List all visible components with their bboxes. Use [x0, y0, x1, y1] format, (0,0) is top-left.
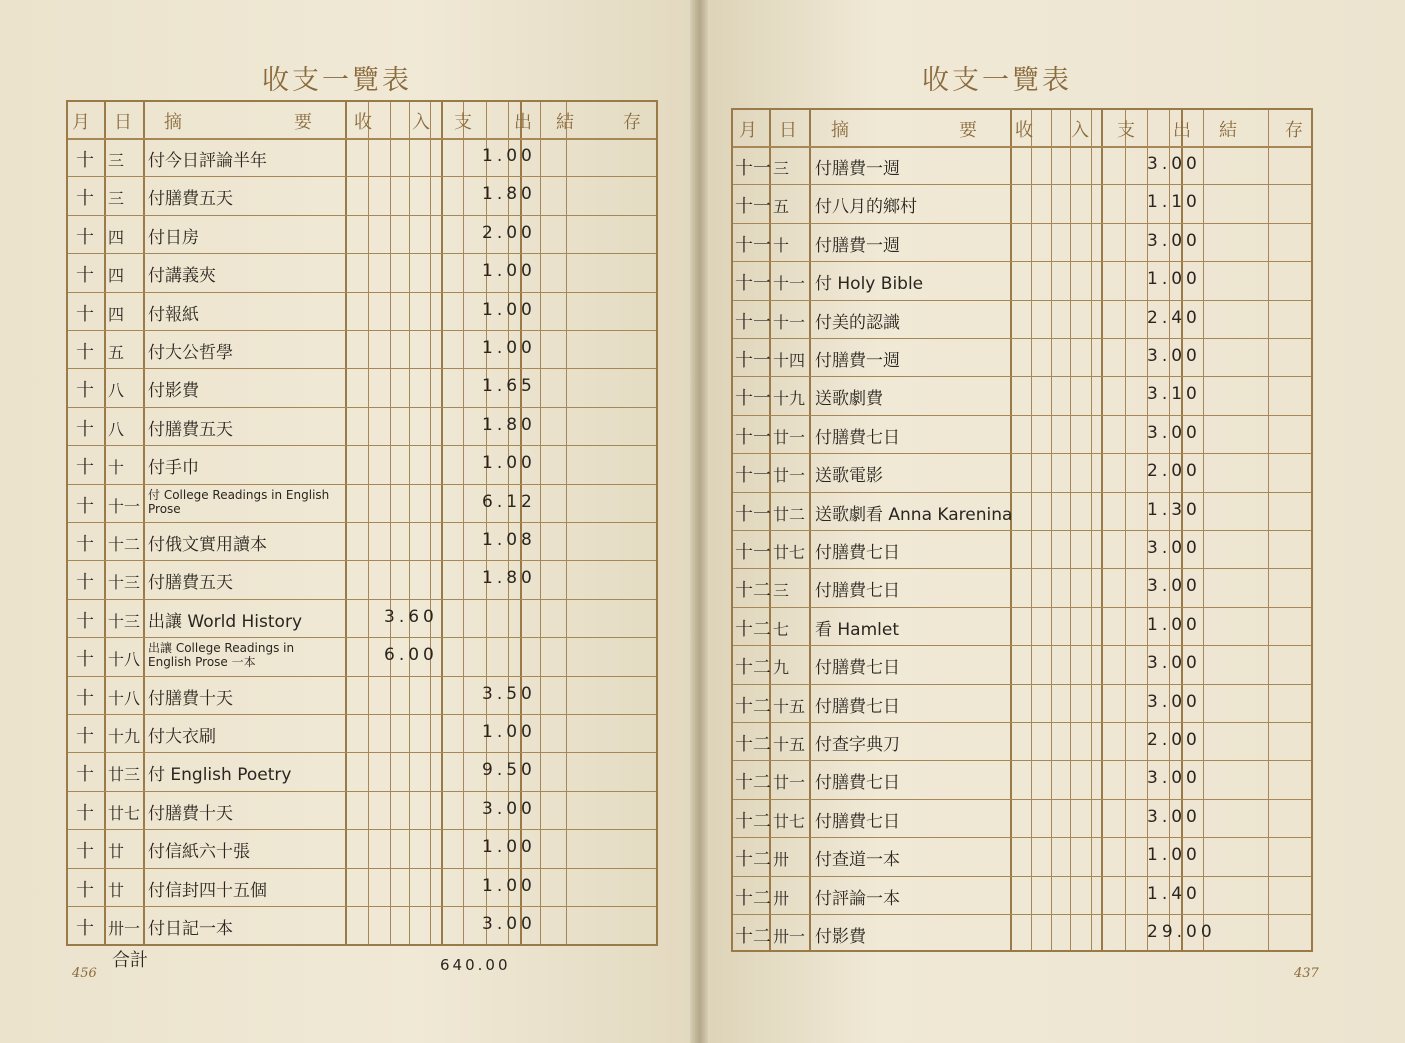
- entry-description: 付膳費五天: [148, 419, 233, 440]
- entry-day: 十九: [108, 727, 141, 746]
- ledger-header-rule: [733, 146, 1311, 148]
- entry-day: 卅一: [773, 927, 806, 946]
- ledger-row-rule: [733, 568, 1311, 569]
- entry-description: 付影費: [148, 381, 199, 402]
- entry-expense: 1.00: [482, 261, 536, 282]
- entry-day: 八: [108, 419, 125, 439]
- left-ledger-table: [66, 100, 658, 946]
- entry-expense: 3.00: [1147, 538, 1201, 558]
- column-header-out-a: 支: [454, 112, 472, 133]
- entry-month: 十: [76, 572, 94, 594]
- entry-day: 三: [773, 159, 790, 178]
- column-header-in-a: 收: [354, 112, 372, 133]
- entry-month: 十: [76, 610, 94, 632]
- entry-day: 十三: [108, 611, 141, 631]
- entry-income: 3.60: [384, 606, 438, 627]
- entry-month: 十: [76, 342, 94, 363]
- entry-day: 十三: [108, 573, 141, 593]
- entry-expense: 1.40: [1147, 883, 1201, 904]
- ledger-row-rule: [733, 799, 1311, 800]
- column-header-bal-b: 存: [1285, 120, 1303, 141]
- entry-month: 十一: [735, 388, 771, 410]
- entry-day: 十二: [108, 535, 141, 554]
- column-header-month: 月: [739, 120, 757, 141]
- ledger-header-rule: [68, 138, 656, 140]
- column-header-bal-a: 結: [1219, 120, 1237, 141]
- entry-month: 十: [76, 649, 94, 671]
- entry-day: 卅: [773, 850, 790, 870]
- column-header-out-b: 出: [514, 112, 532, 133]
- entry-day: 廿: [108, 880, 125, 900]
- ledger-row-rule: [733, 338, 1311, 339]
- column-header-bal-a: 結: [556, 112, 574, 133]
- entry-day: 廿三: [108, 765, 141, 785]
- ledger-column-rule: [143, 102, 145, 944]
- left-page-title: 收支一覽表: [262, 65, 412, 96]
- entry-expense: 1.00: [482, 453, 536, 474]
- entry-description: 付影費: [815, 927, 866, 947]
- entry-day: 十八: [108, 688, 141, 708]
- entry-description: 付評論一本: [815, 888, 900, 909]
- ledger-row-rule: [733, 684, 1311, 685]
- entry-description: 付報紙: [148, 304, 199, 325]
- entry-day: 十五: [773, 735, 806, 754]
- ledger-row-rule: [68, 599, 656, 600]
- entry-day: 廿七: [773, 543, 806, 562]
- entry-description: 付膳費七日: [815, 811, 900, 832]
- ledger-row-rule: [733, 415, 1311, 416]
- ledger-row-rule: [68, 714, 656, 715]
- entry-expense: 2.00: [482, 222, 536, 243]
- book-gutter: [690, 0, 708, 1043]
- column-header-out-a: 支: [1117, 120, 1135, 141]
- entry-month: 十: [76, 265, 94, 287]
- entry-month: 十: [76, 687, 94, 709]
- entry-day: 廿一: [773, 773, 806, 793]
- entry-expense: 3.00: [1147, 806, 1201, 827]
- entry-description: 付信封四十五個: [148, 880, 267, 901]
- entry-month: 十: [76, 303, 94, 325]
- entry-expense: 3.50: [482, 683, 536, 704]
- entry-expense: 3.00: [1147, 230, 1201, 251]
- entry-day: 卅: [773, 888, 790, 908]
- entry-expense: 29.00: [1147, 922, 1216, 942]
- entry-description: 付大公哲學: [148, 343, 233, 363]
- entry-day: 十: [773, 235, 790, 255]
- entry-description: 付膳費七日: [815, 427, 900, 448]
- total-label: 合計: [112, 950, 148, 971]
- ledger-row-rule: [68, 368, 656, 369]
- entry-month: 十一: [735, 503, 771, 525]
- ledger-column-rule: [390, 102, 391, 944]
- entry-description: 付日房: [148, 227, 199, 248]
- ledger-row-rule: [68, 484, 656, 485]
- entry-description: 付八月的鄉村: [815, 197, 917, 218]
- ledger-row-rule: [68, 253, 656, 254]
- ledger-column-rule: [463, 102, 464, 944]
- ledger-row-rule: [733, 722, 1311, 723]
- entry-month: 十二: [735, 695, 771, 717]
- entry-day: 十九: [773, 389, 806, 409]
- entry-expense: 1.65: [482, 376, 536, 397]
- ledger-row-rule: [68, 445, 656, 446]
- entry-description: 付大衣刷: [148, 727, 216, 747]
- entry-description: 送歌電影: [815, 466, 883, 487]
- entry-month: 十: [76, 457, 94, 479]
- entry-description: 付膳費十天: [148, 688, 233, 709]
- entry-expense: 1.80: [482, 568, 536, 589]
- entry-description: 付 English Poetry: [148, 765, 292, 786]
- ledger-row-rule: [68, 906, 656, 907]
- entry-month: 十: [76, 418, 94, 440]
- entry-month: 十二: [735, 618, 771, 640]
- entry-month: 十二: [735, 810, 771, 832]
- entry-day: 廿一: [773, 466, 806, 486]
- ledger-row-rule: [733, 376, 1311, 377]
- ledger-column-rule: [566, 102, 567, 944]
- entry-expense: 6.12: [482, 491, 536, 512]
- entry-day: 十一: [773, 274, 806, 294]
- entry-description: 付日記一本: [148, 919, 233, 939]
- ledger-row-rule: [733, 876, 1311, 877]
- entry-month: 十一: [735, 234, 771, 256]
- entry-month: 十二: [735, 580, 771, 602]
- column-header-summary-a: 摘: [164, 112, 182, 133]
- entry-description: 付膳費七日: [815, 696, 900, 717]
- entry-income: 6.00: [384, 645, 438, 666]
- ledger-column-rule: [104, 102, 106, 944]
- column-header-month: 月: [72, 112, 90, 133]
- ledger-row-rule: [733, 300, 1311, 301]
- entry-expense: 3.00: [1147, 768, 1201, 789]
- entry-description: 付膳費一週: [815, 235, 900, 256]
- entry-expense: 3.00: [1147, 653, 1201, 674]
- entry-expense: 1.00: [1147, 269, 1201, 290]
- entry-expense: 3.10: [1147, 384, 1201, 405]
- entry-day: 五: [773, 197, 790, 217]
- entry-description: 付俄文實用讀本: [148, 535, 267, 555]
- entry-description: 付查道一本: [815, 850, 900, 871]
- column-header-summary-b: 要: [959, 120, 977, 141]
- entry-description: 付膳費一週: [815, 159, 900, 179]
- entry-expense: 1.00: [482, 299, 536, 320]
- entry-expense: 3.00: [1147, 576, 1201, 597]
- ledger-row-rule: [68, 868, 656, 869]
- entry-description: 出讓 World History: [148, 611, 303, 632]
- entry-description: 付信紙六十張: [148, 842, 250, 863]
- entry-day: 五: [108, 343, 125, 362]
- entry-month: 十: [76, 726, 94, 747]
- entry-day: 十五: [773, 696, 806, 716]
- entry-day: 八: [108, 381, 125, 401]
- entry-day: 四: [108, 304, 125, 324]
- ledger-column-rule: [540, 102, 541, 944]
- entry-day: 十四: [773, 351, 806, 370]
- ledger-row-rule: [733, 645, 1311, 646]
- entry-day: 三: [108, 151, 125, 170]
- entry-day: 十一: [108, 496, 141, 516]
- entry-month: 十二: [735, 926, 771, 947]
- entry-description: 付膳費七日: [815, 773, 900, 794]
- ledger-row-rule: [733, 261, 1311, 262]
- entry-description: 付膳費五天: [148, 573, 233, 594]
- ledger-row-rule: [733, 607, 1311, 608]
- entry-day: 十八: [108, 650, 141, 670]
- column-header-day: 日: [114, 112, 132, 133]
- entry-day: 七: [773, 619, 790, 639]
- column-header-day: 日: [779, 120, 797, 141]
- entry-expense: 3.00: [1147, 154, 1201, 174]
- entry-description: 付今日評論半年: [148, 151, 267, 171]
- column-header-in-b: 入: [412, 112, 430, 133]
- entry-day: 廿: [108, 842, 125, 862]
- entry-expense: 1.00: [482, 722, 536, 742]
- entry-day: 廿二: [773, 504, 806, 524]
- entry-month: 十一: [735, 273, 771, 295]
- entry-expense: 1.80: [482, 184, 536, 205]
- right-ledger-table: [731, 108, 1313, 952]
- entry-expense: 9.50: [482, 760, 536, 781]
- entry-month: 十: [76, 188, 94, 210]
- entry-month: 十一: [735, 426, 771, 448]
- column-header-bal-b: 存: [623, 112, 641, 133]
- column-header-summary-a: 摘: [831, 120, 849, 141]
- column-header-summary-b: 要: [294, 112, 312, 133]
- ledger-row-rule: [733, 837, 1311, 838]
- ledger-row-rule: [733, 530, 1311, 531]
- total-value: 640.00: [440, 956, 511, 974]
- ledger-row-rule: [733, 223, 1311, 224]
- entry-description: 出讓 College Readings in English Prose 一本: [148, 641, 295, 670]
- entry-month: 十一: [735, 542, 771, 563]
- entry-day: 四: [108, 266, 125, 286]
- entry-expense: 1.10: [1147, 192, 1201, 213]
- ledger-row-rule: [68, 407, 656, 408]
- entry-description: 付美的認識: [815, 312, 900, 333]
- ledger-row-rule: [68, 292, 656, 293]
- right-page-number: 437: [1294, 966, 1319, 981]
- entry-description: 付膳費一週: [815, 351, 900, 371]
- entry-month: 十: [76, 879, 94, 901]
- entry-description: 付膳費七日: [815, 658, 900, 679]
- right-page-title: 收支一覽表: [922, 65, 1072, 96]
- entry-month: 十二: [735, 887, 771, 909]
- entry-month: 十一: [735, 465, 771, 487]
- entry-month: 十: [76, 841, 94, 863]
- entry-expense: 1.30: [1147, 499, 1201, 520]
- ledger-row-rule: [68, 330, 656, 331]
- ledger-row-rule: [733, 184, 1311, 185]
- entry-day: 四: [108, 227, 125, 247]
- entry-expense: 2.40: [1147, 307, 1201, 328]
- ledger-row-rule: [68, 829, 656, 830]
- entry-month: 十一: [735, 350, 771, 371]
- entry-description: 付膳費十天: [148, 803, 233, 824]
- entry-description: 付膳費七日: [815, 543, 900, 563]
- ledger-column-rule: [345, 102, 347, 944]
- entry-expense: 1.08: [482, 530, 536, 550]
- entry-month: 十: [76, 226, 94, 248]
- column-header-out-b: 出: [1173, 120, 1191, 141]
- column-header-in-a: 收: [1015, 120, 1033, 141]
- entry-month: 十一: [735, 158, 771, 179]
- entry-day: 十一: [773, 312, 806, 332]
- ledger-row-rule: [68, 176, 656, 177]
- entry-expense: 1.00: [1147, 845, 1201, 866]
- entry-month: 十一: [735, 196, 771, 218]
- entry-day: 三: [108, 189, 125, 209]
- entry-month: 十二: [735, 657, 771, 679]
- ledger-column-rule: [368, 102, 369, 944]
- ledger-row-rule: [68, 676, 656, 677]
- entry-day: 廿七: [773, 811, 806, 831]
- entry-expense: 3.00: [1147, 422, 1201, 443]
- entry-expense: 2.00: [1147, 730, 1201, 750]
- entry-day: 九: [773, 658, 790, 678]
- entry-month: 十: [76, 534, 94, 555]
- ledger-row-rule: [68, 522, 656, 523]
- entry-description: 送歌劇費: [815, 389, 883, 410]
- entry-description: 付膳費五天: [148, 189, 233, 210]
- ledger-row-rule: [733, 760, 1311, 761]
- entry-month: 十: [76, 495, 94, 517]
- entry-expense: 1.00: [1147, 614, 1201, 635]
- entry-description: 付 Holy Bible: [815, 274, 924, 295]
- entry-expense: 1.00: [482, 837, 536, 858]
- column-header-in-b: 入: [1071, 120, 1089, 141]
- entry-month: 十: [76, 802, 94, 824]
- entry-description: 看 Hamlet: [815, 619, 900, 640]
- entry-day: 廿七: [108, 803, 141, 823]
- entry-month: 十二: [735, 772, 771, 794]
- entry-description: 付膳費七日: [815, 581, 900, 602]
- ledger-row-rule: [68, 560, 656, 561]
- entry-month: 十一: [735, 311, 771, 333]
- ledger-row-rule: [68, 752, 656, 753]
- entry-expense: 1.80: [482, 414, 536, 435]
- ledger-row-rule: [68, 637, 656, 638]
- entry-month: 十: [76, 150, 94, 171]
- ledger-column-rule: [441, 102, 443, 944]
- entry-month: 十二: [735, 849, 771, 871]
- entry-month: 十: [76, 764, 94, 786]
- ledger-row-rule: [733, 453, 1311, 454]
- entry-month: 十二: [735, 734, 771, 755]
- entry-expense: 1.00: [482, 146, 536, 166]
- ledger-column-rule: [409, 102, 410, 944]
- entry-expense: 1.00: [482, 875, 536, 896]
- entry-expense: 3.00: [1147, 346, 1201, 366]
- entry-description: 付手巾: [148, 458, 199, 479]
- entry-expense: 2.00: [1147, 461, 1201, 482]
- entry-expense: 1.00: [482, 338, 536, 358]
- entry-expense: 3.00: [1147, 691, 1201, 712]
- ledger-row-rule: [68, 791, 656, 792]
- entry-month: 十: [76, 918, 94, 939]
- ledger-row-rule: [733, 914, 1311, 915]
- entry-day: 三: [773, 581, 790, 601]
- entry-day: 卅一: [108, 919, 141, 938]
- left-page-number: 456: [72, 966, 97, 981]
- entry-expense: 3.00: [482, 798, 536, 819]
- entry-description: 付講義夾: [148, 266, 216, 287]
- entry-month: 十: [76, 380, 94, 402]
- entry-expense: 3.00: [482, 914, 536, 934]
- entry-description: 送歌劇看 Anna Karenina: [815, 504, 1013, 525]
- ledger-row-rule: [68, 215, 656, 216]
- entry-description: 付 College Readings in English Prose: [148, 487, 330, 516]
- entry-day: 十: [108, 458, 125, 478]
- entry-day: 廿一: [773, 427, 806, 447]
- ledger-column-rule: [430, 102, 431, 944]
- ledger-row-rule: [733, 492, 1311, 493]
- entry-description: 付查字典刀: [815, 735, 900, 755]
